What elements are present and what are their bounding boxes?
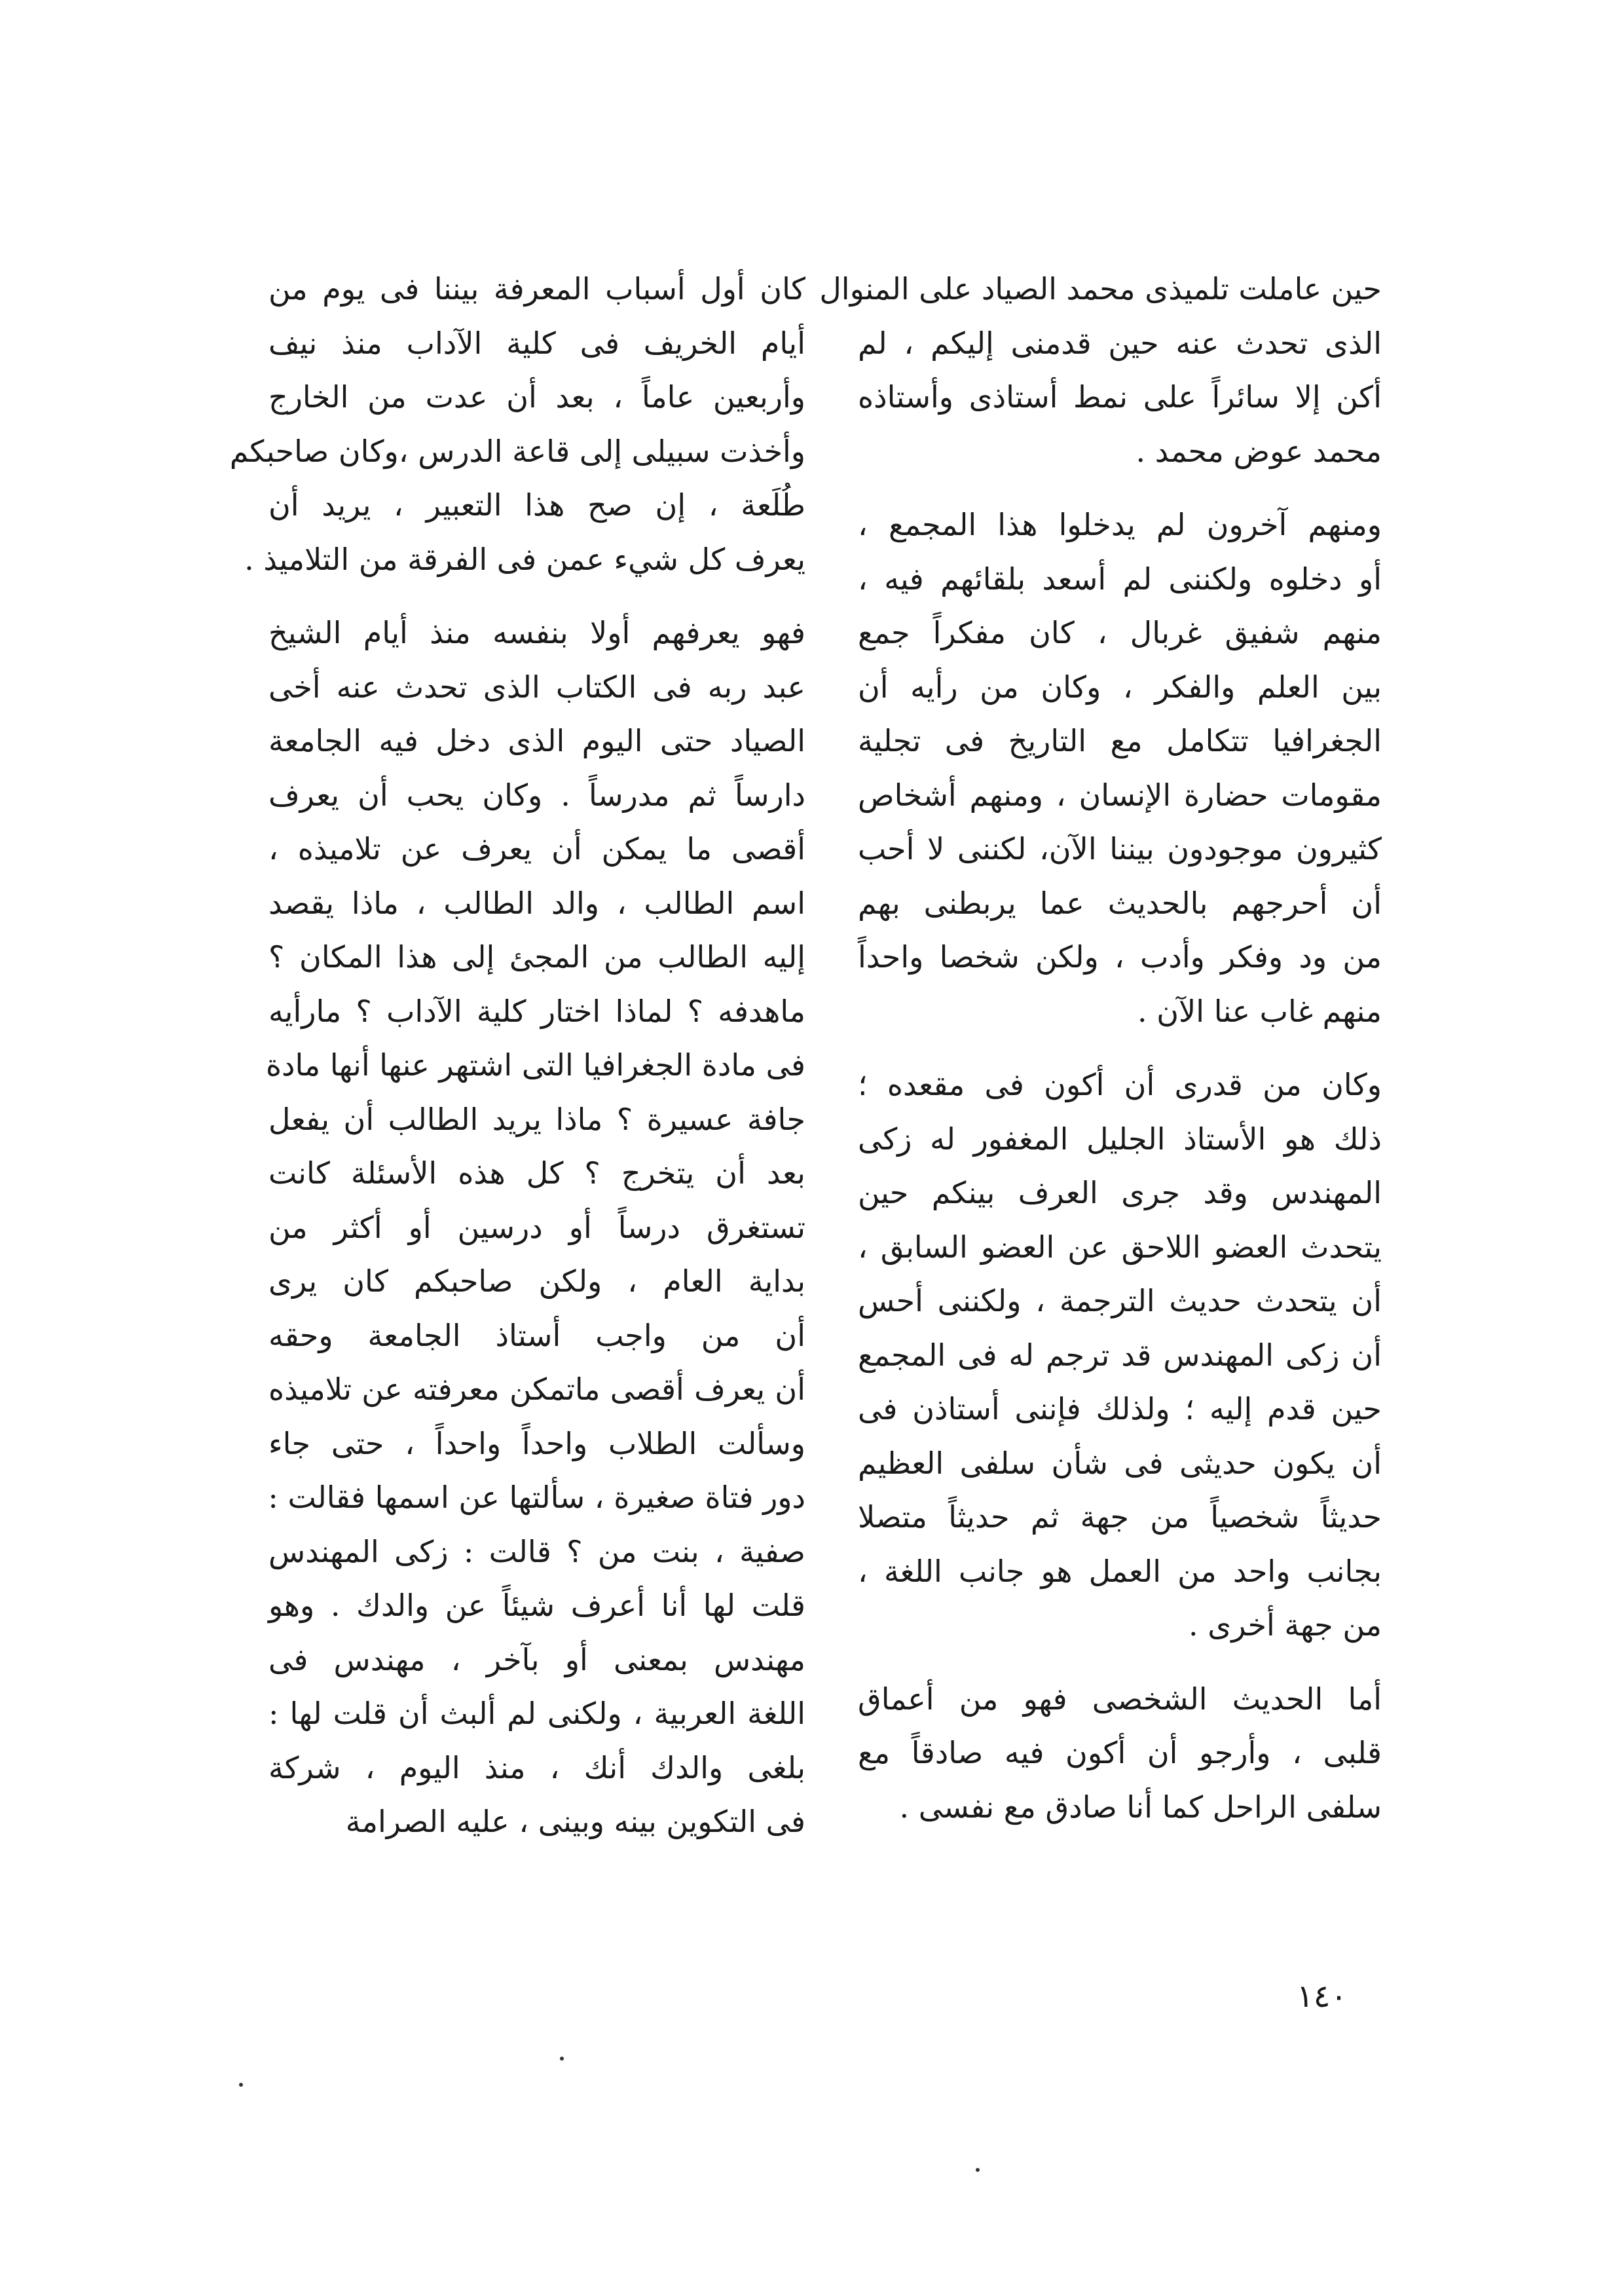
text-line: أما الحديث الشخصى فهو من أعماق bbox=[858, 1681, 1382, 1717]
text-line: قلت لها أنا أعرف شيئاً عن والدك . وهو bbox=[268, 1588, 805, 1623]
paragraph bbox=[858, 1058, 1382, 1652]
text-line: بجانب واحد من العمل هو جانب اللغة ، bbox=[858, 1553, 1382, 1589]
text-line: كان أول أسباب المعرفة بيننا فى يوم من bbox=[268, 271, 805, 307]
text-line: قلبى ، وأرجو أن أكون فيه صادقاً مع bbox=[858, 1735, 1382, 1770]
scan-speck bbox=[560, 2057, 564, 2061]
text-line: طُلَعة ، إن صح هذا التعبير ، يريد أن bbox=[268, 487, 805, 523]
text-line: يتحدث العضو اللاحق عن العضو السابق ، bbox=[858, 1229, 1382, 1265]
text-line: أن زكى المهندس قد ترجم له فى المجمع bbox=[858, 1337, 1382, 1373]
text-line: المهندس وقد جرى العرف بينكم حين bbox=[858, 1175, 1382, 1210]
text-line: فهو يعرفهم أولا بنفسه منذ أيام الشيخ bbox=[268, 615, 805, 650]
text-line: بعد أن يتخرج ؟ كل هذه الأسئلة كانت bbox=[268, 1155, 805, 1191]
text-line: الصياد حتى اليوم الذى دخل فيه الجامعة bbox=[268, 723, 805, 758]
text-line: منهم شفيق غربال ، كان مفكراً جمع bbox=[858, 615, 1382, 650]
text-line: فى التكوين بينه وبينى ، عليه الصرامة bbox=[345, 1804, 805, 1839]
text-line: أن يعرف أقصى ماتمكن معرفته عن تلاميذه bbox=[268, 1371, 805, 1407]
text-line: اسم الطالب ، والد الطالب ، ماذا يقصد bbox=[268, 885, 805, 921]
text-line: دور فتاة صغيرة ، سألتها عن اسمها فقالت : bbox=[268, 1480, 805, 1515]
text-line: أو دخلوه ولكننى لم أسعد بلقائهم فيه ، bbox=[858, 561, 1382, 597]
text-line: أقصى ما يمكن أن يعرف عن تلاميذه ، bbox=[268, 831, 805, 867]
text-line: يعرف كل شيء عمن فى الفرقة من التلاميذ . bbox=[244, 541, 805, 577]
text-line: أيام الخريف فى كلية الآداب منذ نيف bbox=[268, 325, 805, 361]
text-line: فى مادة الجغرافيا التى اشتهر عنها أنها مادة bbox=[265, 1047, 805, 1083]
paragraph bbox=[265, 606, 805, 1849]
text-line: وسألت الطلاب واحداً واحداً ، حتى جاء bbox=[268, 1425, 805, 1461]
page-number: ١٤٠ bbox=[1297, 1978, 1348, 2015]
text-line: الذى تحدث عنه حين قدمنى إليكم ، لم bbox=[858, 325, 1382, 361]
text-line: منهم غاب عنا الآن . bbox=[1137, 993, 1382, 1029]
text-line: بلغى والدك أنك ، منذ اليوم ، شركة bbox=[268, 1749, 805, 1785]
text-line: إليه الطالب من المجئ إلى هذا المكان ؟ bbox=[268, 939, 805, 975]
text-line: أكن إلا سائراً على نمط أستاذى وأستاذه bbox=[858, 379, 1382, 415]
paragraph bbox=[858, 498, 1382, 1038]
text-line: أن يتحدث حديث الترجمة ، ولكننى أحس bbox=[858, 1283, 1382, 1318]
text-line: حين عاملت تلميذى محمد الصياد على المنوال bbox=[819, 271, 1382, 307]
text-line: من جهة أخرى . bbox=[1188, 1607, 1382, 1643]
scan-speck bbox=[976, 2168, 980, 2172]
right-column bbox=[819, 262, 1382, 1834]
left-column bbox=[229, 262, 805, 1849]
text-line: وأخذت سبيلى إلى قاعة الدرس ،وكان صاحبكم bbox=[229, 433, 805, 469]
text-line: صفية ، بنت من ؟ قالت : زكى المهندس bbox=[268, 1533, 805, 1569]
text-line: مهندس بمعنى أو بآخر ، مهندس فى bbox=[268, 1641, 805, 1677]
text-line: وأربعين عاماً ، بعد أن عدت من الخارج bbox=[268, 379, 805, 415]
text-line: مقومات حضارة الإنسان ، ومنهم أشخاص bbox=[858, 777, 1382, 813]
text-line: أن يكون حديثى فى شأن سلفى العظيم bbox=[858, 1445, 1382, 1481]
text-line: حديثاً شخصياً من جهة ثم حديثاً متصلا bbox=[858, 1499, 1382, 1535]
paragraph bbox=[229, 262, 805, 586]
text-line: جافة عسيرة ؟ ماذا يريد الطالب أن يفعل bbox=[268, 1101, 805, 1137]
text-line: حين قدم إليه ؛ ولذلك فإننى أستاذن فى bbox=[858, 1391, 1382, 1427]
text-line: من ود وفكر وأدب ، ولكن شخصا واحداً bbox=[858, 939, 1382, 975]
text-line: سلفى الراحل كما أنا صادق مع نفسى . bbox=[899, 1789, 1382, 1825]
scan-speck bbox=[239, 2083, 243, 2087]
text-line: أن من واجب أستاذ الجامعة وحقه bbox=[268, 1317, 805, 1353]
text-line: ذلك هو الأستاذ الجليل المغفور له زكى bbox=[858, 1121, 1382, 1157]
text-line: ماهدفه ؟ لماذا اختار كلية الآداب ؟ مارأيه bbox=[268, 993, 805, 1029]
text-line: محمد عوض محمد . bbox=[1135, 433, 1382, 469]
text-line: عبد ربه فى الكتاب الذى تحدث عنه أخى bbox=[268, 669, 805, 705]
text-line: تستغرق درساً أو درسين أو أكثر من bbox=[268, 1209, 805, 1245]
text-line: أن أحرجهم بالحديث عما يربطنى بهم bbox=[858, 885, 1382, 921]
text-line: وكان من قدرى أن أكون فى مقعده ؛ bbox=[858, 1067, 1382, 1102]
paragraph bbox=[858, 1672, 1382, 1835]
text-line: ومنهم آخرون لم يدخلوا هذا المجمع ، bbox=[858, 507, 1382, 542]
paragraph bbox=[819, 262, 1382, 478]
text-line: بين العلم والفكر ، وكان من رأيه أن bbox=[858, 669, 1382, 705]
text-line: اللغة العربية ، ولكنى لم ألبث أن قلت لها : bbox=[268, 1696, 805, 1731]
text-line: كثيرون موجودون بيننا الآن، لكننى لا أحب bbox=[858, 831, 1382, 867]
text-line: دارساً ثم مدرساً . وكان يحب أن يعرف bbox=[268, 777, 805, 813]
text-line: الجغرافيا تتكامل مع التاريخ فى تجلية bbox=[858, 723, 1382, 758]
text-line: بداية العام ، ولكن صاحبكم كان يرى bbox=[268, 1263, 805, 1299]
